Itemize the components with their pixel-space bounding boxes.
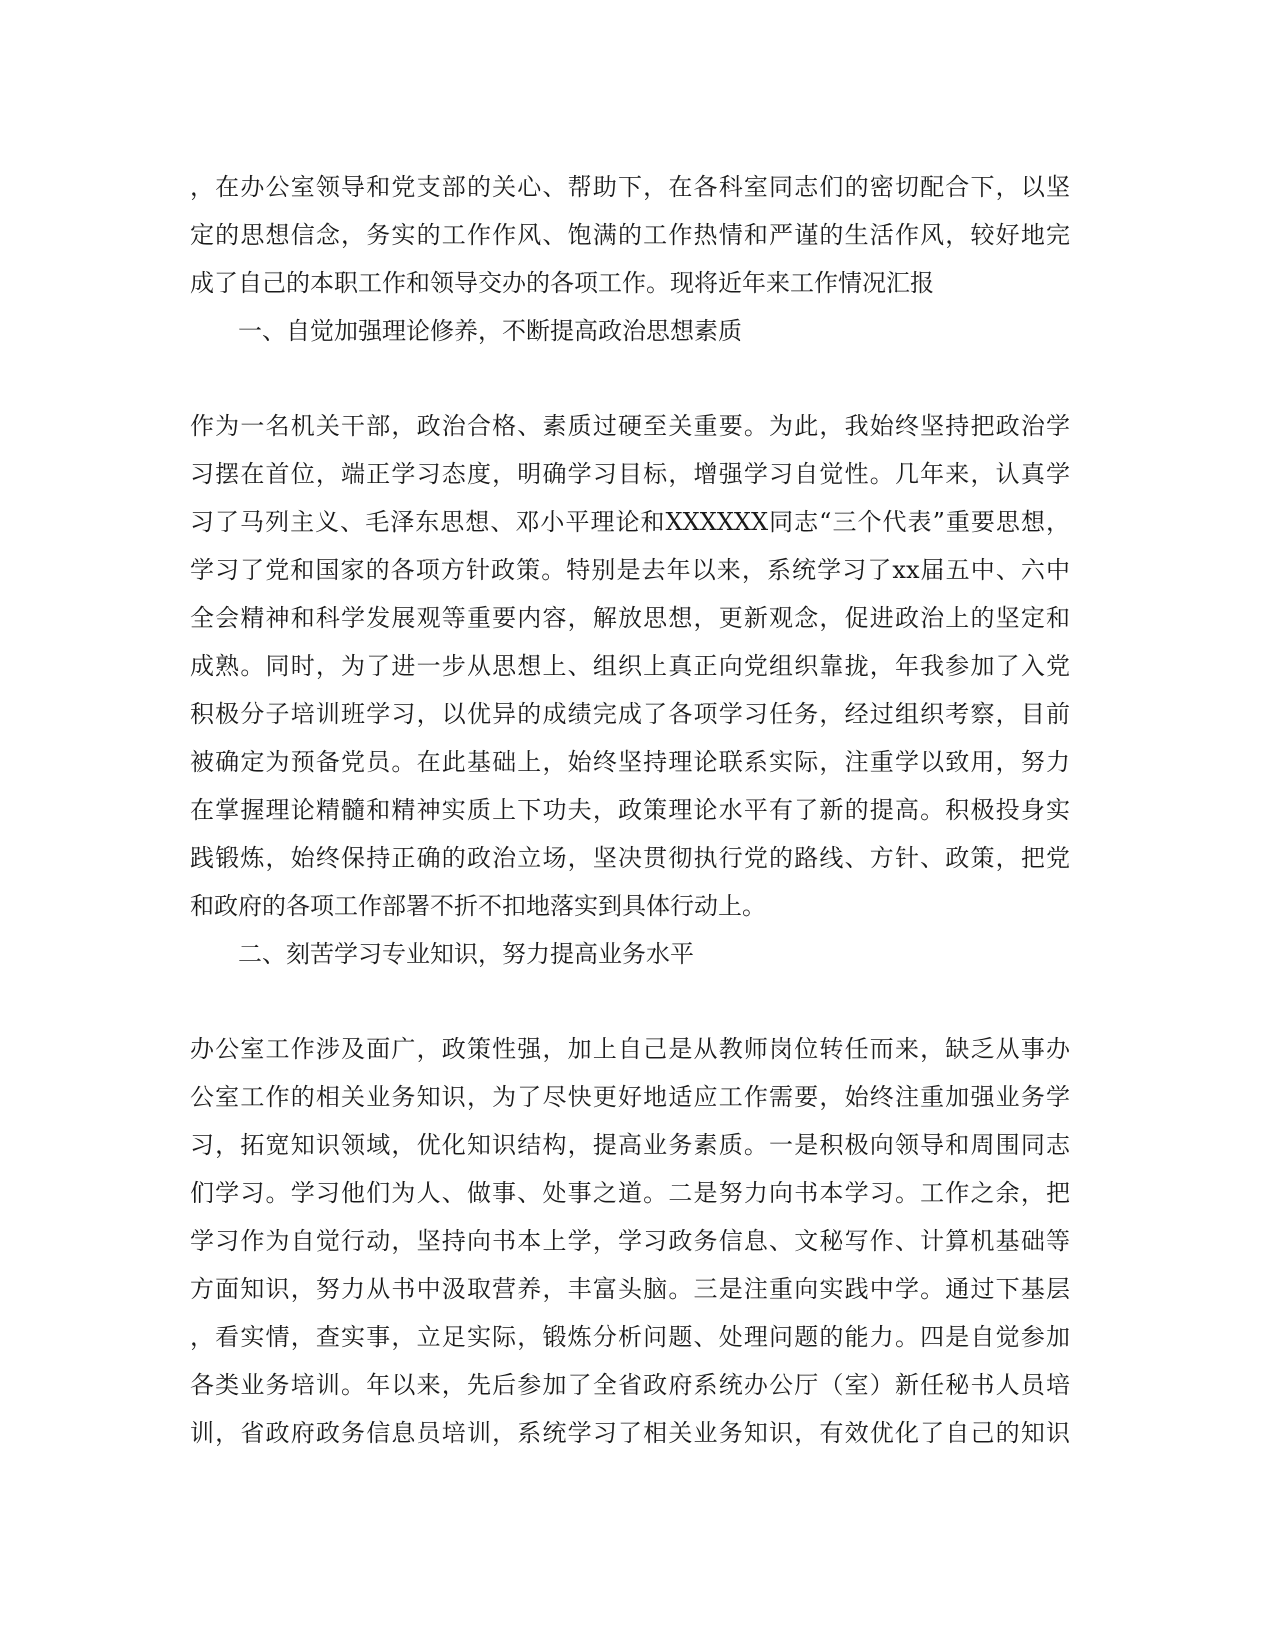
section-1-paragraph — [190, 402, 1070, 930]
section-spacer — [190, 355, 1070, 402]
text-line: 习，拓宽知识领域，优化知识结构，提高业务素质。一是积极向领导和周围同志 — [190, 1131, 1070, 1159]
text-line: 各类业务培训。年以来，先后参加了全省政府系统办公厅（室）新任秘书人员培 — [190, 1371, 1070, 1399]
text-line: 和政府的各项工作部署不折不扣地落实到具体行动上。 — [190, 892, 766, 920]
section-heading-1: 一、自觉加强理论修养，不断提高政治思想素质 — [238, 317, 742, 345]
text-line: 习摆在首位，端正学习态度，明确学习目标，增强学习自觉性。几年来，认真学 — [190, 460, 1070, 488]
text-line: 积极分子培训班学习，以优异的成绩完成了各项学习任务，经过组织考察，目前 — [190, 700, 1070, 728]
text-line: 作为一名机关干部，政治合格、素质过硬至关重要。为此，我始终坚持把政治学 — [190, 412, 1070, 440]
section-2-paragraph — [190, 1025, 1070, 1457]
text-line: ，看实情，查实事，立足实际，锻炼分析问题、处理问题的能力。四是自觉参加 — [190, 1323, 1070, 1351]
document-body — [190, 163, 1070, 1457]
text-line: 方面知识，努力从书中汲取营养，丰富头脑。三是注重向实践中学。通过下基层 — [190, 1275, 1070, 1303]
text-line: 全会精神和科学发展观等重要内容，解放思想，更新观念，促进政治上的坚定和 — [190, 604, 1070, 632]
text-line: 在掌握理论精髓和精神实质上下功夫，政策理论水平有了新的提高。积极投身实 — [190, 796, 1070, 824]
section-heading-2: 二、刻苦学习专业知识，努力提高业务水平 — [238, 940, 694, 968]
text-line: 办公室工作涉及面广，政策性强，加上自己是从教师岗位转任而来，缺乏从事办 — [190, 1035, 1070, 1063]
text-line: 践锻炼，始终保持正确的政治立场，坚决贯彻执行党的路线、方针、政策，把党 — [190, 844, 1070, 872]
intro-paragraph — [190, 163, 1070, 307]
text-line: 们学习。学习他们为人、做事、处事之道。二是努力向书本学习。工作之余，把 — [190, 1179, 1070, 1207]
text-line: 学习了党和国家的各项方针政策。特别是去年以来，系统学习了xx届五中、六中 — [190, 556, 1070, 584]
text-line: ，在办公室领导和党支部的关心、帮助下，在各科室同志们的密切配合下，以坚 — [190, 173, 1070, 201]
text-line: 成了自己的本职工作和领导交办的各项工作。现将近年来工作情况汇报 — [190, 269, 934, 297]
text-line: 成熟。同时，为了进一步从思想上、组织上真正向党组织靠拢，年我参加了入党 — [190, 652, 1070, 680]
text-line: 被确定为预备党员。在此基础上，始终坚持理论联系实际，注重学以致用，努力 — [190, 748, 1070, 776]
text-line: 训，省政府政务信息员培训，系统学习了相关业务知识，有效优化了自己的知识 — [190, 1419, 1070, 1447]
text-line: 学习作为自觉行动，坚持向书本上学，学习政务信息、文秘写作、计算机基础等 — [190, 1227, 1070, 1255]
text-line: 定的思想信念，务实的工作作风、饱满的工作热情和严谨的生活作风，较好地完 — [190, 221, 1070, 249]
text-line: 习了马列主义、毛泽东思想、邓小平理论和XXXXXX同志“三个代表”重要思想， — [190, 508, 1070, 536]
section-spacer — [190, 978, 1070, 1025]
text-line: 公室工作的相关业务知识，为了尽快更好地适应工作需要，始终注重加强业务学 — [190, 1083, 1070, 1111]
